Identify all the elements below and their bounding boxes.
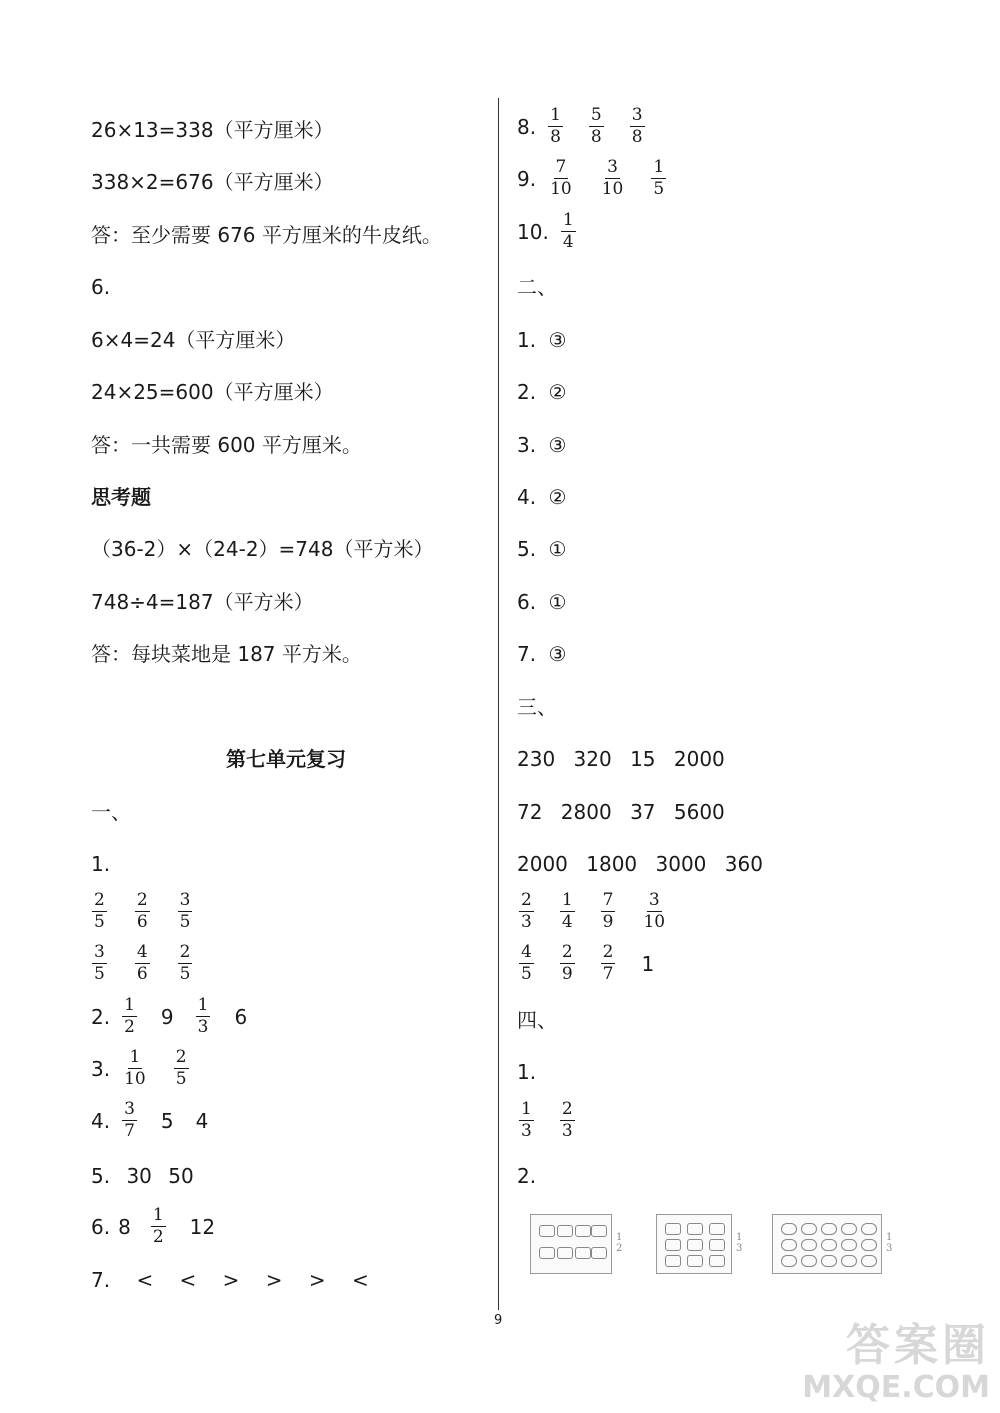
answer-line: 3. ③ [517,433,567,457]
section-heading: 二、 [517,275,557,299]
answer-line: 7. ③ [517,642,567,666]
fraction: $\frac{3}{5}$ [94,942,105,984]
fraction: $\frac{3}{10}$ [601,157,624,199]
answer-row [517,158,670,199]
answer-line: 答：每块菜地是 187 平方米。 [91,642,362,666]
text-line: 24×25=600（平方厘米） [91,380,334,404]
answer-row [91,1206,215,1247]
section-heading: 四、 [517,1008,557,1032]
question-number: 6. [91,1214,111,1239]
answer-row [91,1048,193,1089]
answer-row [517,106,649,147]
question-number: 1. [91,852,111,876]
watermark-text: 答案圈 [846,1320,990,1371]
figure-box [656,1214,732,1274]
fraction-row [515,891,671,932]
question-number: 8. [517,114,537,139]
column-divider [498,98,499,1310]
section-heading: 一、 [91,800,131,824]
fraction: $\frac{1}{4}$ [562,210,574,252]
fraction: $\frac{7}{9}$ [602,890,614,932]
text-line: 338×2=676（平方厘米） [91,170,334,194]
fraction-row [88,891,196,932]
page-number: 9 [494,1313,503,1328]
fraction-row [515,1100,579,1141]
fraction: $\frac{1}{10}$ [124,1047,146,1089]
watermark-url: MXQE.COM [802,1370,990,1405]
fraction: $\frac{4}{6}$ [136,942,148,984]
answer-line: 2. ② [517,380,567,404]
answer-row [91,996,247,1037]
fraction: $\frac{2}{9}$ [561,942,573,984]
answer-line: 6. ① [517,590,567,614]
text-line: 26×13=338（平方厘米） [91,118,334,142]
fraction: $\frac{1}{2}$ [152,1205,164,1247]
fraction: $\frac{2}{5}$ [94,890,105,932]
fraction: $\frac{2}{3}$ [521,890,532,932]
fraction: $\frac{2}{5}$ [175,1047,187,1089]
answer-line: 答：至少需要 676 平方厘米的牛皮纸。 [91,223,442,247]
answer-line: 答：一共需要 600 平方厘米。 [91,433,362,457]
fraction: $\frac{3}{8}$ [631,105,643,147]
question-number: 2. [517,1164,537,1188]
answer-line: 4. ② [517,485,567,509]
unit-title: 第七单元复习 [226,747,346,771]
answer-value: 5 [160,1108,174,1133]
fraction: $\frac{1}{2}$ [124,995,135,1037]
answer-line: 230 320 15 2000 [517,747,725,771]
answer-line: 5. 30 50 [91,1164,194,1188]
fraction: $\frac{2}{5}$ [179,942,191,984]
question-number: 9. [517,166,537,191]
answer-line: 7. < < > > > < [91,1268,369,1292]
fraction: $\frac{3}{7}$ [124,1099,135,1141]
fraction: $\frac{1}{3}$ [521,1099,532,1141]
figure-box [530,1214,612,1274]
fraction: $\frac{3}{5}$ [179,890,191,932]
fraction: $\frac{3}{10}$ [643,890,666,932]
answer-value: 6 [234,1004,248,1029]
question-number: 4. [91,1108,111,1133]
fraction: $\frac{7}{10}$ [550,157,572,199]
fraction: $\frac{2}{7}$ [602,942,614,984]
figure-box [772,1214,882,1274]
answer-row [517,211,580,252]
fraction: $\frac{4}{5}$ [521,942,532,984]
question-number: 3. [91,1056,111,1081]
question-number: 6. [91,275,111,299]
text-line: （36-2）×（24-2）=748（平方米） [91,537,434,561]
answer-value: 9 [160,1004,174,1029]
figure-label: 1 3 [886,1232,893,1254]
fraction: $\frac{1}{4}$ [561,890,573,932]
answer-line: 5. ① [517,537,567,561]
fraction: $\frac{1}{5}$ [653,157,665,199]
question-number: 10. [517,219,549,244]
answer-value: 4 [195,1108,209,1133]
answer-line: 1. ③ [517,328,567,352]
answer-line: 2000 1800 3000 360 [517,852,763,876]
fraction: $\frac{2}{3}$ [561,1099,573,1141]
answer-value: 8 [118,1214,131,1239]
answer-row [91,1100,208,1141]
fraction-row [515,943,654,984]
question-number: 2. [91,1004,111,1029]
fraction-row [88,943,196,984]
question-number: 1. [517,1060,537,1084]
fraction: $\frac{5}{8}$ [590,105,602,147]
watermark-logo [802,1321,990,1405]
section-heading: 思考题 [91,485,151,509]
fraction: $\frac{2}{6}$ [136,890,148,932]
figure-label: 1 3 [736,1232,743,1254]
section-heading: 三、 [517,695,557,719]
answer-value: 12 [189,1214,216,1239]
text-line: 748÷4=187（平方米） [91,590,314,614]
answer-value: 1 [641,951,655,976]
answer-line: 72 2800 37 5600 [517,800,725,824]
text-line: 6×4=24（平方厘米） [91,328,296,352]
figure-label: 1 2 [616,1232,623,1254]
fraction: $\frac{1}{8}$ [550,105,561,147]
fraction: $\frac{1}{3}$ [197,995,209,1037]
